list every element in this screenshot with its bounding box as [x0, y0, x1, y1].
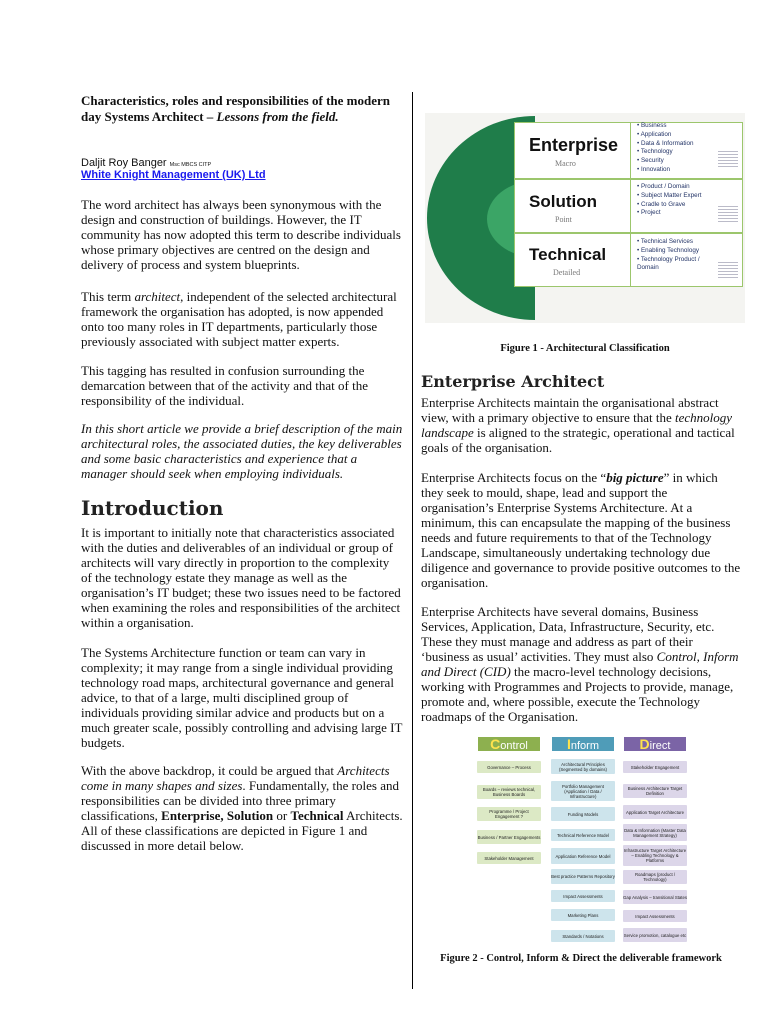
paragraph-1: The word architect has always been synonymous with the design and construction of buildings. However, the IT community has now adopted this term to describe individuals whose primary objectives are centred on the design and delivery of process and system blueprints. [81, 197, 401, 272]
inform-box: Marketing Plans [551, 909, 615, 921]
band-title: Solution [529, 192, 597, 211]
mini-chart-icon [718, 262, 738, 280]
direct-box: Data & Information (Master Data Management Strategy) [623, 824, 687, 841]
article-title: Characteristics, roles and responsibilities of the modern day Systems Architect – Lessons from the field. [81, 93, 390, 124]
band-enterprise [514, 122, 743, 179]
enterprise-architect-heading: Enterprise Architect [421, 372, 605, 391]
direct-box: Roadmaps (product / Technology) [623, 870, 687, 884]
band-title: Enterprise [529, 135, 619, 155]
right-paragraph-2: Enterprise Architects focus on the “big picture” in which they seek to mould, shape, lead and support the organisation’s Enterprise Systems Architecture. At a minimum, this can encapsulate the mapping of the business needs and future requirements to that of the Technology Landscape, simultaneously undertaking technology due diligence and governance to provide positive outcomes to the organisation. [421, 470, 741, 590]
company-link[interactable]: White Knight Management (UK) Ltd [81, 169, 266, 181]
inform-box: Architectural Principles (Segmented by domains) [551, 759, 615, 774]
direct-header: Direct [624, 737, 686, 751]
control-box: Governance – Process [477, 761, 541, 773]
band-bullets: • Business • Application • Data & Information • Technology • Security • Innovation [637, 122, 693, 175]
paragraph-5: It is important to initially note that characteristics associated with the duties and deliverables of an individual or group of architects will vary directly in proportion to the complexity of the technology estate they manage as well as the organisation’s IT budget; these two issues need to be factored when examining the roles and responsibilities of the architect within a organisation. [81, 525, 401, 630]
direct-box: Stakeholder Engagement [623, 761, 687, 773]
band-subtitle: Detailed [553, 268, 581, 277]
control-header: Control [478, 737, 540, 751]
control-box: Business / Partner Engagements [477, 830, 541, 844]
inform-box: Standards / Notations [551, 930, 615, 942]
inform-header: Inform [552, 737, 614, 751]
paragraph-6: The Systems Architecture function or team can vary in complexity; it may range from a single individual providing technology road maps, architectural governance and general advice, to that of a large, multi disciplined group of individuals providing similar advice and products but on a much greater scale, possibly controlling and advising large IT budgets. [81, 645, 403, 750]
band-title: Technical [529, 245, 607, 264]
mini-chart-icon [718, 206, 738, 224]
control-box: Stakeholder Management [477, 852, 541, 864]
figure-1-caption: Figure 1 - Architectural Classification [500, 343, 670, 354]
band-bullets: • Technical Services • Enabling Technology • Technology Product / Domain [637, 238, 713, 273]
column-divider [412, 92, 413, 989]
band-bullets: • Product / Domain • Subject Matter Expert • Cradle to Grave • Project [637, 183, 702, 218]
inform-box: Funding Models [551, 807, 615, 821]
inform-box: Best practice Patterns Repository [551, 869, 615, 884]
figure-2-cid-framework [472, 735, 694, 947]
direct-box: Impact Assessments [623, 910, 687, 922]
inform-box: Portfolio Management (Application / Data / Infrastructure) [551, 781, 615, 801]
right-paragraph-1: Enterprise Architects maintain the organisational abstract view, with a primary objective to ensure that the technology landscape is aligned to the strategic, operational and tactical goals of the organisation. [421, 395, 735, 455]
direct-box: Application Target Architecture [623, 805, 687, 819]
band-solution [514, 179, 743, 233]
direct-box: Infrastructure Target Architecture – Enabling Technology & Platforms [623, 845, 687, 866]
band-subtitle: Macro [555, 159, 576, 168]
band-technical [514, 233, 743, 287]
paragraph-3: This tagging has resulted in confusion surrounding the demarcation between that of the activity and that of the responsibility of the individual. [81, 363, 368, 408]
introduction-heading: Introduction [81, 496, 224, 520]
inform-box: Technical Reference Model [551, 829, 615, 841]
control-box: Programme / Project Engagement ? [477, 807, 541, 821]
paragraph-2: This term architect, independent of the selected architectural framework the organisation has adopted, is now appended onto too many roles in IT departments, particularly those previously associated with subject matter experts. [81, 289, 397, 349]
band-subtitle: Point [555, 215, 572, 224]
figure-2-caption: Figure 2 - Control, Inform & Direct the deliverable framework [440, 953, 722, 964]
mini-chart-icon [718, 151, 738, 169]
figure-1-classification-diagram [425, 113, 745, 323]
author-name: Daljit Roy Banger Msc MBCS CITP [81, 157, 212, 169]
right-paragraph-3: Enterprise Architects have several domains, Business Services, Application, Data, Infrastructure, Security, etc. These they must manage and address as part of their ‘business as usual’ activities. They must also Control, Inform and Direct (CID) the macro-level technology decisions, working with Programmes and Projects to provide, manage, promote and, where possible, execute the Technology roadmaps of the Organisation. [421, 604, 739, 724]
direct-box: Service promotion, catalogue etc [623, 928, 687, 942]
inform-box: Application Reference Model [551, 848, 615, 864]
paragraph-7: With the above backdrop, it could be argued that Architects come in many shapes and sizes. Fundamentally, the roles and responsibilities can be divided into three primary classifications, Enterprise, Solution or Technical Architects. All of these classifications are depicted in Figure 1 and discussed in more detail below. [81, 763, 403, 853]
direct-box: Gap Analysis – transitional States [623, 890, 687, 904]
direct-box: Business Architecture Target Definition [623, 784, 687, 798]
control-box: Boards – reviews technical, Business Boards [477, 785, 541, 799]
inform-box: Impact Assessments [551, 890, 615, 902]
paragraph-4: In this short article we provide a brief description of the main architectural roles, the associated duties, the key deliverables and some basic characteristics and experience that a manager should seek when employing individuals. [81, 421, 403, 481]
